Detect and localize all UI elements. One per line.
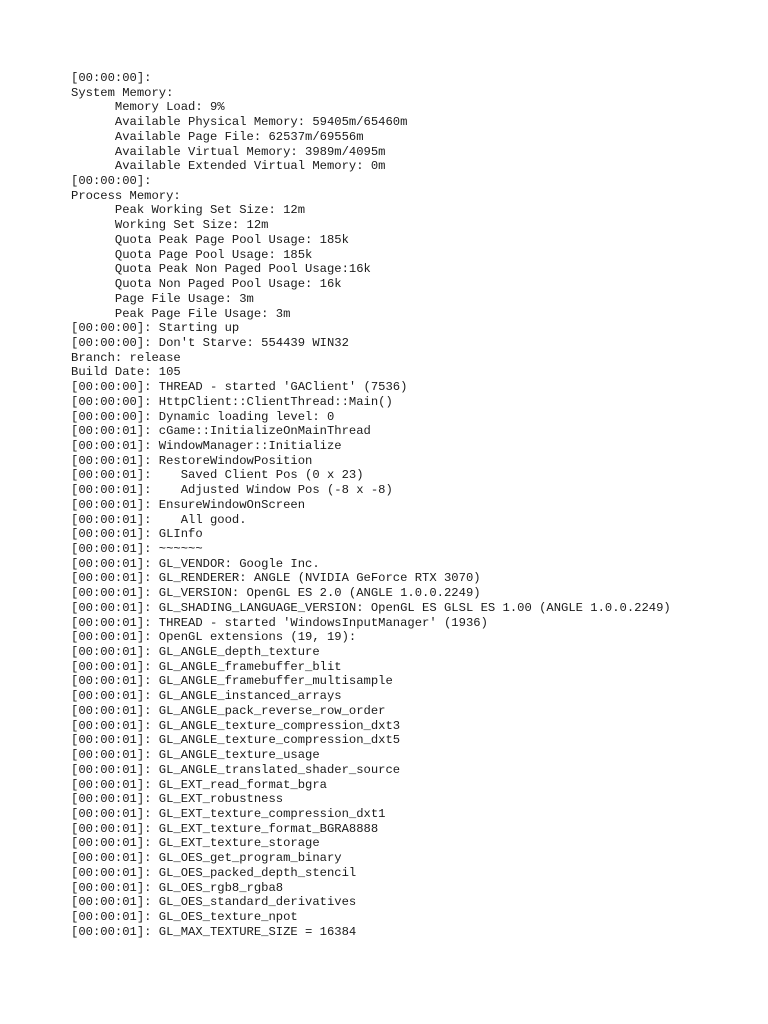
- log-line: [00:00:01]: GL_SHADING_LANGUAGE_VERSION: OpenGL ES GLSL ES 1.00 (ANGLE 1.0.0.2249): [71, 600, 671, 615]
- log-line: [00:00:01]: GLInfo: [71, 527, 203, 542]
- log-line: System Memory:: [71, 85, 174, 100]
- log-line: [00:00:01]: GL_EXT_texture_storage: [71, 836, 320, 851]
- log-line: [00:00:00]: Don't Starve: 554439 WIN32: [71, 335, 349, 350]
- log-line: [00:00:01]: GL_ANGLE_pack_reverse_row_order: [71, 703, 386, 718]
- log-line: [00:00:01]: GL_MAX_TEXTURE_SIZE = 16384: [71, 924, 357, 939]
- log-line: [00:00:01]: GL_EXT_robustness: [71, 792, 284, 807]
- log-line: Quota Peak Page Pool Usage: 185k: [71, 232, 349, 247]
- log-line: [00:00:01]: THREAD - started 'WindowsInputManager' (1936): [71, 615, 488, 630]
- log-text: [71, 71, 761, 939]
- log-line: [00:00:01]: WindowManager::Initialize: [71, 438, 342, 453]
- log-line: [00:00:01]: GL_OES_standard_derivatives: [71, 895, 357, 910]
- log-line: Available Physical Memory: 59405m/65460m: [71, 115, 408, 130]
- log-line: Working Set Size: 12m: [71, 218, 269, 233]
- log-line: [00:00:01]: Adjusted Window Pos (-8 x -8): [71, 483, 393, 498]
- log-line: [00:00:01]: ~~~~~~: [71, 542, 203, 556]
- log-line: [00:00:01]: GL_OES_packed_depth_stencil: [71, 865, 357, 880]
- log-line: [00:00:01]: GL_RENDERER: ANGLE (NVIDIA GeForce RTX 3070): [71, 571, 481, 586]
- log-line: [00:00:01]: GL_EXT_read_format_bgra: [71, 777, 327, 792]
- log-line: [00:00:00]: Starting up: [71, 321, 240, 336]
- log-line: Build Date: 105: [71, 365, 181, 380]
- log-line: [00:00:01]: GL_EXT_texture_compression_dxt1: [71, 806, 386, 821]
- log-line: [00:00:01]: GL_OES_rgb8_rgba8: [71, 880, 284, 895]
- log-line: [00:00:01]: GL_ANGLE_framebuffer_blit: [71, 659, 342, 674]
- log-line: Quota Peak Non Paged Pool Usage:16k: [71, 262, 371, 277]
- log-line: [00:00:01]: cGame::InitializeOnMainThread: [71, 424, 371, 439]
- log-line: [00:00:01]: GL_ANGLE_texture_compression_dxt5: [71, 733, 401, 748]
- log-line: [00:00:01]: GL_VENDOR: Google Inc.: [71, 556, 320, 571]
- log-line: Process Memory:: [71, 188, 181, 203]
- log-line: Available Extended Virtual Memory: 0m: [71, 159, 386, 174]
- log-line: [00:00:00]:: [71, 174, 152, 189]
- log-line: [00:00:01]: GL_ANGLE_depth_texture: [71, 645, 320, 660]
- log-line: [00:00:01]: Saved Client Pos (0 x 23): [71, 468, 364, 483]
- log-line: Quota Page Pool Usage: 185k: [71, 247, 313, 262]
- log-line: Peak Working Set Size: 12m: [71, 203, 306, 218]
- log-line: Quota Non Paged Pool Usage: 16k: [71, 277, 342, 292]
- log-line: Branch: release: [71, 350, 181, 365]
- log-line: [00:00:01]: GL_VERSION: OpenGL ES 2.0 (ANGLE 1.0.0.2249): [71, 586, 481, 601]
- log-line: [00:00:00]:: [71, 71, 152, 85]
- log-line: [00:00:01]: RestoreWindowPosition: [71, 453, 313, 468]
- log-line: Available Page File: 62537m/69556m: [71, 129, 364, 144]
- log-line: Memory Load: 9%: [71, 100, 225, 115]
- log-line: [00:00:01]: OpenGL extensions (19, 19):: [71, 630, 357, 645]
- log-line: Page File Usage: 3m: [71, 291, 254, 306]
- log-line: Available Virtual Memory: 3989m/4095m: [71, 144, 386, 159]
- log-line: [00:00:00]: THREAD - started 'GAClient' (7536): [71, 380, 408, 395]
- log-line: [00:00:00]: HttpClient::ClientThread::Main(): [71, 394, 393, 409]
- log-line: [00:00:01]: GL_ANGLE_texture_compression_dxt3: [71, 718, 401, 733]
- log-line: [00:00:01]: All good.: [71, 512, 247, 527]
- log-line: [00:00:01]: GL_OES_texture_npot: [71, 909, 298, 924]
- log-line: [00:00:01]: GL_ANGLE_instanced_arrays: [71, 689, 342, 704]
- log-line: [00:00:00]: Dynamic loading level: 0: [71, 409, 335, 424]
- log-line: [00:00:01]: GL_EXT_texture_format_BGRA8888: [71, 821, 379, 836]
- log-line: [00:00:01]: GL_ANGLE_framebuffer_multisample: [71, 674, 393, 689]
- log-line: [00:00:01]: EnsureWindowOnScreen: [71, 497, 306, 512]
- log-line: [00:00:01]: GL_ANGLE_texture_usage: [71, 748, 320, 763]
- log-line: Peak Page File Usage: 3m: [71, 306, 291, 321]
- log-line: [00:00:01]: GL_OES_get_program_binary: [71, 851, 342, 866]
- log-line: [00:00:01]: GL_ANGLE_translated_shader_source: [71, 762, 401, 777]
